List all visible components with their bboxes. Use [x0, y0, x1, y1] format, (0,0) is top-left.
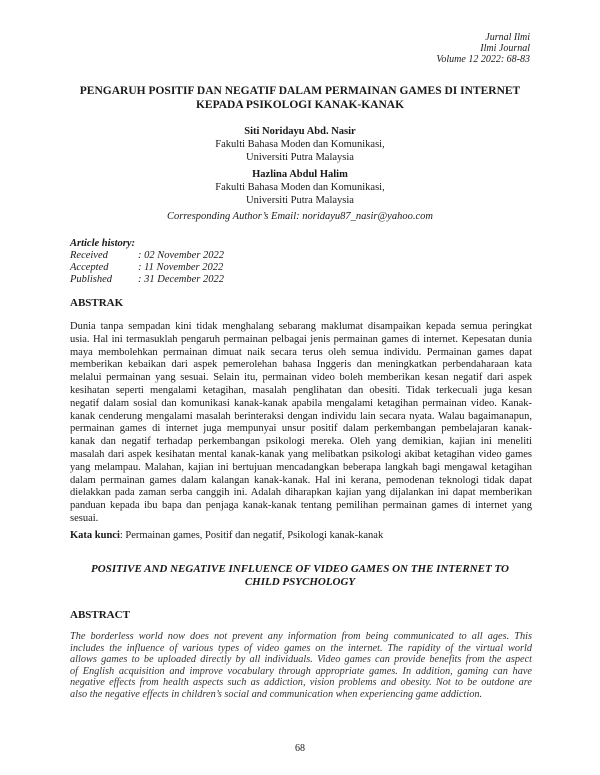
history-row	[70, 274, 224, 286]
author-affiliation: Fakulti Bahasa Moden dan Komunikasi,	[215, 139, 385, 150]
abstrak-body	[70, 321, 532, 526]
abstract-line: negative effects from health aspects such as addiction, vision problems and obesity. Not to be outdone are	[70, 677, 532, 689]
abstrak-line: negatif dalam sosial dan komunikasi kanak-kanak apabila mengalami ketagihan permainan video. Kanak-	[70, 397, 532, 409]
history-value: : 31 December 2022	[138, 274, 225, 285]
keywords-label: Kata kunci	[70, 530, 120, 541]
abstract-body	[70, 631, 532, 701]
abstract-line: also the negative effects in children’s social and communication when experiencing game addiction.	[70, 688, 483, 700]
history-value: : 02 November 2022	[138, 250, 225, 261]
corresponding-email: Corresponding Author’s Email: noridayu87_nasir@yahoo.com	[167, 211, 433, 222]
history-row	[70, 262, 224, 274]
abstract-line: includes the influence of various types of video games on the internet. The rapidity of the virtual world	[70, 642, 532, 654]
title-en-line-1: POSITIVE AND NEGATIVE INFLUENCE OF VIDEO GAMES ON THE INTERNET TO	[91, 563, 509, 575]
history-row	[70, 250, 224, 262]
abstrak-line: memberikan kebaikan dari aspek pemerolehan bahasa Inggeris dan meningkatkan perbendaharaan kata	[70, 359, 532, 371]
title-en-line-2: CHILD PSYCHOLOGY	[244, 576, 356, 588]
abstrak-line: panduan kepada ibu bapa dan penjaga kanak-kanak tentang pemilihan permainan games di internet yang	[70, 500, 532, 512]
abstract-line: The borderless world now does not prevent any information from being communicated to all ages. This	[70, 631, 532, 642]
author-university: Universiti Putra Malaysia	[246, 152, 354, 163]
abstrak-line: sesuai.	[70, 512, 99, 524]
title-ms-line-1: PENGARUH POSITIF DAN NEGATIF DALAM PERMAINAN GAMES DI INTERNET	[79, 85, 521, 97]
abstrak-line: melalui permainan yang sesuai. Selain itu, permainan video boleh memberikan kesan negatif dari aspek	[70, 372, 532, 384]
history-label: Published	[70, 274, 112, 285]
author-1	[70, 125, 530, 164]
abstrak-line: dielakkan pada zaman serba canggih ini. Adalah diharapkan kajian yang dijalankan ini dapat memberikan	[70, 487, 532, 499]
abstrak-line: usia. Hal ini termasuklah pengaruh permainan pelbagai jenis permainan games di internet. Kepesatan dunia	[70, 333, 532, 345]
abstrak-line: kesihatan seperti mengalami ketagihan, masalah penglihatan dan obesiti. Tidak terkecuali juga kesan	[70, 384, 532, 396]
author-university: Universiti Putra Malaysia	[246, 195, 354, 206]
abstract-line: allows games to be uploaded directly by all individuals. Video games can provide benefits from the aspect	[70, 654, 532, 666]
history-title: Article history:	[70, 238, 136, 249]
abstrak-line: masalah dari aspek kesihatan mental kanak-kanak yang melibatkan psikologi akibat ketagihan video games	[70, 448, 532, 460]
history-value: : 11 November 2022	[138, 262, 224, 273]
keywords	[70, 530, 383, 541]
journal-info	[436, 32, 530, 65]
author-name: Siti Noridayu Abd. Nasir	[244, 126, 356, 137]
paper-title-en	[70, 563, 530, 589]
abstract-line: of English acquisition and improve vocabulary through appropriate games. In addition, gaming can have	[70, 665, 532, 677]
abstrak-line: permainan games di internet juga mempunyai unsur positif dalam perkembangan pembelajaran kanak-	[70, 423, 532, 435]
abstrak-line: yang melampau. Malahan, kajian ini bertujuan mencadangkan beberapa langkah bagi mengawal ketagihan	[70, 461, 532, 473]
abstract-heading: ABSTRACT	[70, 609, 130, 621]
abstrak-line: kanak cenderung mengalami masalah berinteraksi dengan individu lain secara nyata. Walau bagaimanapun,	[70, 410, 532, 422]
history-label: Received	[70, 250, 108, 261]
keywords-value: : Permainan games, Positif dan negatif, Psikologi kanak-kanak	[119, 530, 384, 541]
abstrak-line: kanak dan negatif terhadap perkembangan psikologi mereka. Oleh yang demikian, kajian ini meneliti	[70, 436, 532, 448]
paper-title-ms	[70, 84, 530, 112]
journal-volume: Volume 12 2022: 68-83	[436, 54, 530, 65]
author-name: Hazlina Abdul Halim	[252, 169, 348, 180]
journal-name-ms: Jurnal Ilmi	[485, 32, 530, 43]
page-number: 68	[295, 743, 305, 754]
abstrak-line: Dunia tanpa sempadan kini tidak menghalang sebarang maklumat disampaikan kepada semua peringkat	[70, 321, 532, 332]
abstrak-heading: ABSTRAK	[70, 297, 124, 309]
history-label: Accepted	[70, 262, 109, 273]
abstrak-line: maya membolehkan permainan dimuat naik secara terus oleh semua individu. Permainan games dapat	[70, 346, 532, 358]
title-ms-line-2: KEPADA PSIKOLOGI KANAK-KANAK	[195, 99, 405, 111]
article-history	[70, 238, 224, 286]
journal-name-en: Ilmi Journal	[480, 43, 530, 54]
abstrak-line: dalam permainan games dalam kalangan kanak-kanak. Hal ini kerana, pemodenan teknologi tidak dapat	[70, 474, 532, 486]
author-affiliation: Fakulti Bahasa Moden dan Komunikasi,	[215, 182, 385, 193]
author-2	[70, 168, 530, 207]
